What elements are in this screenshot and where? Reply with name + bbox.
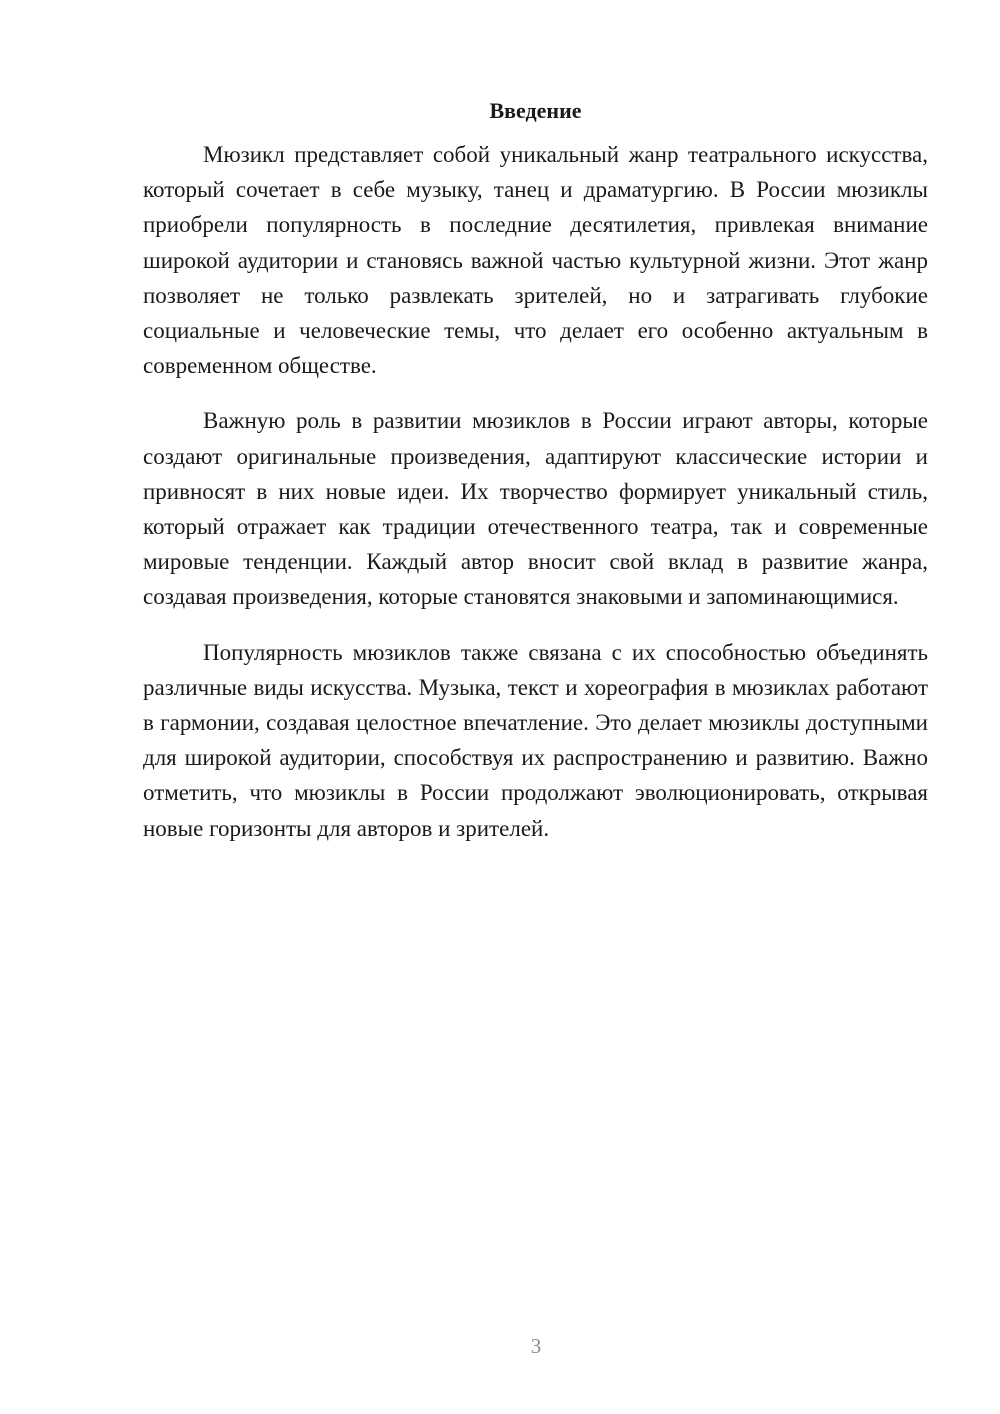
section-heading: Введение <box>489 98 582 123</box>
page-content <box>143 94 928 866</box>
paragraph-2: Важную роль в развитии мюзиклов в России играют авторы, которые создают оригинальные произведения, адаптируют классические истории и привносят в них новые идеи. Их творчество формирует уникальный стиль, который отражает как традиции отечественного театра, так и современные мировые тенденции. Каждый автор вносит свой вклад в развитие жанра, создавая произведения, которые становятся знаковыми и запоминающимися. <box>143 408 928 610</box>
paragraph-3: Популярность мюзиклов также связана с их способностью объединять различные виды искусства. Музыка, текст и хореография в мюзиклах работают в гармонии, создавая целостное впечатление. Это делает мюзиклы доступными для широкой аудитории, способствуя их распространению и развитию. Важно отметить, что мюзиклы в России продолжают эволюционировать, открывая новые горизонты для авторов и зрителей. <box>143 639 928 841</box>
paragraph-1: Мюзикл представляет собой уникальный жанр театрального искусства, который сочетает в себе музыку, танец и драматургию. В России мюзиклы приобрели популярность в последние десятилетия, привлекая внимание широкой аудитории и становясь важной частью культурной жизни. Этот жанр позволяет не только развлекать зрителей, но и затрагивать глубокие социальные и человеческие темы, что делает его особенно актуальным в современном обществе. <box>143 142 928 379</box>
page-number: 3 <box>530 1334 542 1358</box>
